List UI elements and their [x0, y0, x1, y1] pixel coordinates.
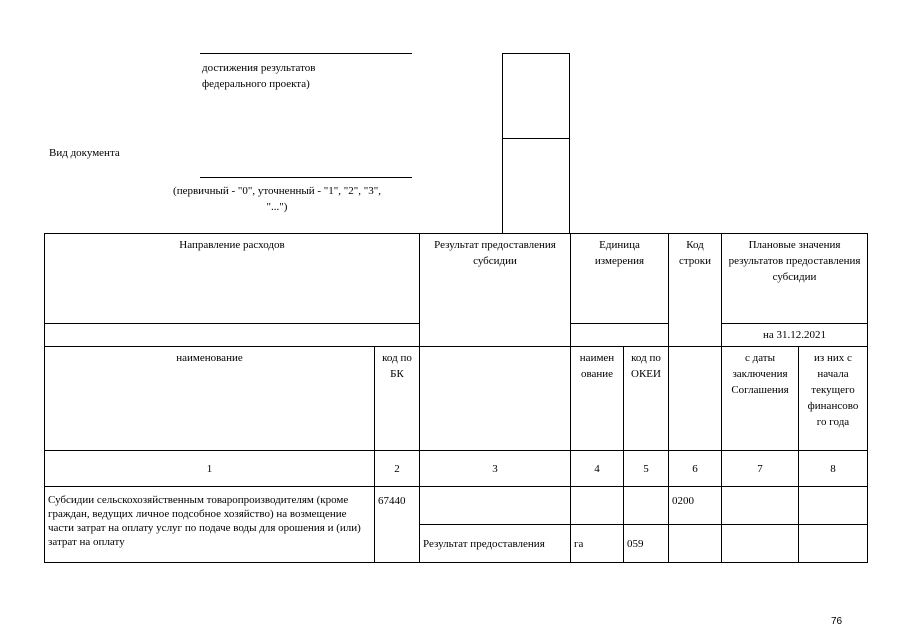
row2-okei: 059: [624, 525, 669, 563]
header-direction: Направление расходов: [45, 234, 420, 324]
doc-type-label: Вид документа: [49, 147, 120, 159]
header-unit-spacer: [571, 324, 669, 347]
header-bk: код по БК: [375, 347, 420, 451]
header-from-year: из них с начала текущего финансово го года: [799, 347, 868, 451]
row1-bk: 67440: [375, 487, 420, 563]
row2-from-year: [799, 525, 868, 563]
row1-result: [420, 487, 571, 525]
doc-type-code-box: [502, 137, 570, 233]
row2-from-date: [722, 525, 799, 563]
col-number-2: 2: [375, 451, 420, 487]
row1-from-date: [722, 487, 799, 525]
row1-unit-name: [571, 487, 624, 525]
page-number: 76: [831, 616, 843, 627]
header-code-row-cont: [669, 347, 722, 451]
col-number-5: 5: [624, 451, 669, 487]
col-number-8: 8: [799, 451, 868, 487]
header-name: наименование: [45, 347, 375, 451]
doc-type-caption: (первичный - "0", уточненный - "1", "2", "3", "..."): [173, 185, 381, 213]
header-okei: код по ОКЕИ: [624, 347, 669, 451]
doc-type-underline: [200, 177, 412, 178]
row2-code-row: [669, 525, 722, 563]
col-number-7: 7: [722, 451, 799, 487]
header-result-cont: [420, 347, 571, 451]
project-underline: [200, 53, 412, 54]
row1-okei: [624, 487, 669, 525]
project-code-box: [502, 53, 570, 139]
row2-result: Результат предоставления: [420, 525, 571, 563]
header-from-date: с даты заключения Соглашения: [722, 347, 799, 451]
col-number-4: 4: [571, 451, 624, 487]
header-code-row: Код строки: [669, 234, 722, 347]
row1-code-row: 0200: [669, 487, 722, 525]
header-unit-name: наимен ование: [571, 347, 624, 451]
col-number-6: 6: [669, 451, 722, 487]
header-result: Результат предоставления субсидии: [420, 234, 571, 347]
row1-name: Субсидии сельскохозяйственным товаропроизводителям (кроме граждан, ведущих личное подсобное хозяйство) на возмещение части затрат на оплату услуг по подаче воды для орошения и (или) затрат на оплату: [45, 487, 375, 563]
project-caption: достижения результатов федерального проекта): [202, 62, 316, 90]
results-table: [44, 233, 868, 563]
header-date: на 31.12.2021: [722, 324, 868, 347]
row1-from-year: [799, 487, 868, 525]
row2-unit-name: га: [571, 525, 624, 563]
header-unit: Единица измерения: [571, 234, 669, 324]
header-direction-spacer: [45, 324, 420, 347]
col-number-3: 3: [420, 451, 571, 487]
header-planned: Плановые значения результатов предоставления субсидии: [722, 234, 868, 324]
col-number-1: 1: [45, 451, 375, 487]
